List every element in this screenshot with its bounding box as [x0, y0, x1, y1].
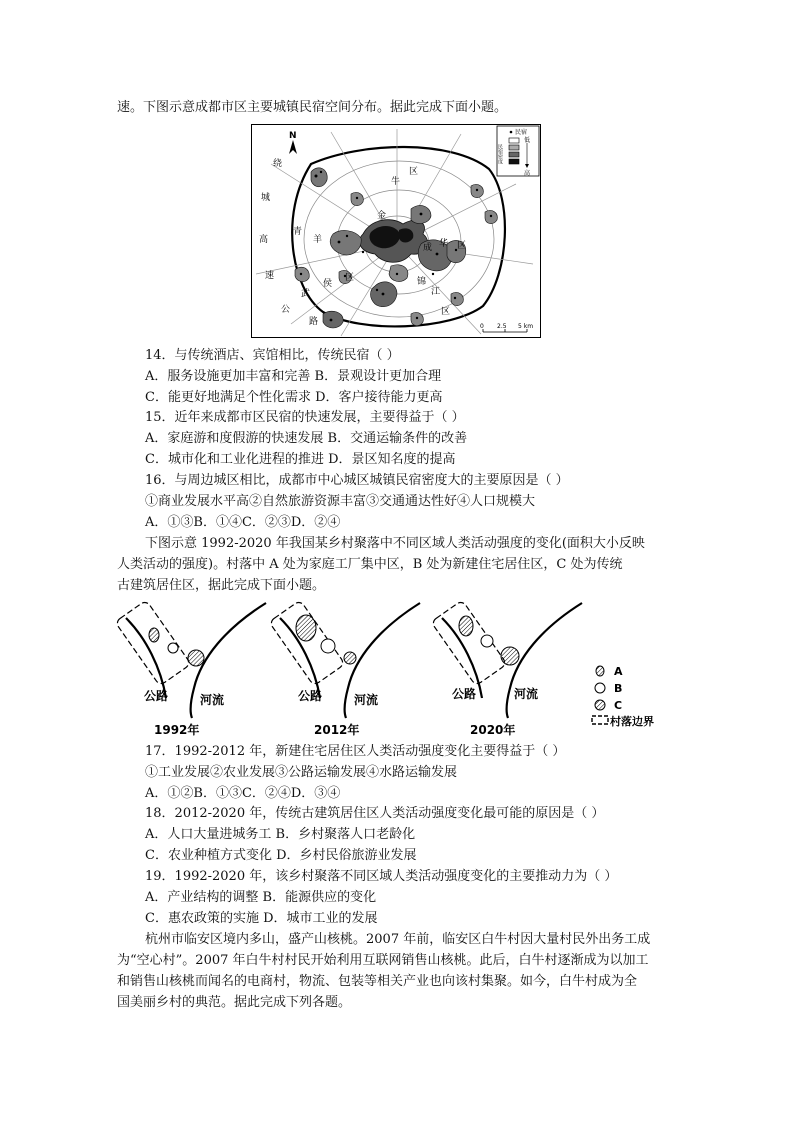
label-jinniu-1: 牛 — [391, 177, 401, 187]
intro-text-3-line4: 国美丽乡村的典范。据此完成下列各题。 — [117, 995, 352, 1010]
q15-stem: 15．近年来成都市区民宿的快速发展，主要得益于（ ） — [145, 410, 465, 425]
map-svg — [251, 124, 541, 338]
river-label-1992: 河流 — [200, 693, 225, 707]
label-jinniu-2: 区 — [409, 167, 419, 177]
year-label-1992: 1992年 — [154, 723, 200, 737]
area-a-2020 — [459, 616, 473, 636]
road-label-2020: 公路 — [452, 687, 477, 701]
road-label-2012: 公路 — [298, 689, 323, 703]
q16-options: A．①③B．①④C．②③D．②④ — [145, 515, 341, 530]
road-line-1992 — [126, 618, 166, 698]
intro-text-3-line1: 杭州市临安区境内多山，盛产山核桃。2007 年前，临安区白牛村因大量村民外出务工成 — [145, 932, 651, 947]
q15-options-cd: C．城市化和工业化进程的推进 D．景区知名度的提高 — [145, 452, 456, 467]
legend-density-label: 民宿密度 — [497, 144, 503, 164]
scale-zero: 0 — [480, 323, 484, 330]
q18-stem: 18．2012-2020 年，传统古建筑居住区人类活动强度变化最可能的原因是（ ） — [145, 806, 605, 821]
area-c-1992 — [188, 650, 204, 666]
label-ring-5: 公 — [281, 305, 291, 315]
intro-text-2-line2: 人类活动的强度)。村落中 A 处为家庭工厂集中区，B 处为新建住宅居住区，C 处为传统 — [117, 557, 623, 572]
label-jinjiang-1: 锦 — [417, 277, 427, 287]
north-label: N — [289, 131, 297, 141]
intro-text-2-line1: 下图示意 1992-2020 年我国某乡村聚落中不同区域人类活动强度的变化(面积大小反映 — [145, 536, 645, 551]
label-chenghua-3: 区 — [457, 241, 467, 251]
q15-options-ab: A．家庭游和度假游的快速发展 B．交通运输条件的改善 — [145, 431, 468, 446]
label-ring-6: 路 — [309, 317, 319, 327]
area-b-1992 — [168, 643, 178, 653]
legend-a-icon — [596, 666, 604, 676]
village-boundary-1992 — [116, 600, 191, 686]
q16-items: ①商业发展水平高②自然旅游资源丰富③交通通达性好④人口规模大 — [145, 494, 536, 509]
scale-end: 5 km — [518, 323, 534, 330]
legend-low: 低 — [524, 137, 531, 144]
label-wuhou-3: 区 — [345, 273, 355, 283]
label-jinjiang-2: 江 — [431, 287, 441, 297]
q18-options-ab: A．人口大量进城务工 B．乡村聚落人口老龄化 — [145, 827, 416, 842]
panel-2020 — [431, 600, 582, 737]
area-a-2012 — [296, 615, 316, 641]
label-wuhou-1: 武 — [301, 289, 311, 299]
intro-text-1: 速。下图示意成都市区主要城镇民宿空间分布。据此完成下面小题。 — [117, 100, 508, 115]
map-legend — [497, 126, 539, 177]
q14-options-ab: A．服务设施更加丰富和完善 B．景观设计更加合理 — [145, 369, 442, 384]
label-wuhou-2: 侯 — [323, 279, 333, 289]
panel-2012 — [269, 600, 420, 737]
scale-mid: 2.5 — [497, 323, 507, 330]
q16-stem: 16．与周边城区相比，成都市中心城区城镇民宿密度大的主要原因是（ ） — [145, 473, 569, 488]
intro-text-3-line2: 为“空心村”。2007 年白牛村村民开始利用互联网销售山核桃。此后，白牛村逐渐成为以加工 — [117, 953, 649, 968]
label-jinniu-3: 金 — [377, 211, 387, 221]
q17-options: A．①②B．①③C．②④D．③④ — [145, 786, 341, 801]
area-a-1992 — [149, 628, 159, 642]
legend-title: 民宿 — [515, 129, 528, 136]
panel-1992 — [116, 600, 266, 737]
intro-text-2-line3: 古建筑居住区，据此完成下面小题。 — [117, 578, 326, 593]
village-activity-figure — [116, 598, 686, 740]
q14-options-cd: C．能更好地满足个性化需求 D．客户接待能力更高 — [145, 390, 443, 405]
legend-c-icon — [595, 700, 605, 710]
river-label-2012: 河流 — [354, 693, 379, 707]
legend-a-label: A — [614, 665, 623, 678]
river-label-2020: 河流 — [514, 687, 539, 701]
legend-boundary-label: 村落边界 — [610, 715, 654, 728]
legend-c-label: C — [614, 699, 623, 712]
area-b-2012 — [321, 639, 335, 653]
q19-options-ab: A．产业结构的调整 B．能源供应的变化 — [145, 890, 377, 905]
q19-options-cd: C．惠农政策的实施 D．城市工业的发展 — [145, 911, 378, 926]
legend-b-icon — [595, 683, 605, 693]
area-c-2012 — [344, 652, 356, 664]
label-ring-1: 绕 — [273, 159, 283, 169]
legend-b-label: B — [614, 682, 623, 695]
q18-options-cd: C．农业种植方式变化 D．乡村民俗旅游业发展 — [145, 848, 417, 863]
village-boundary-2020 — [431, 600, 507, 686]
legend-point-icon — [510, 131, 513, 134]
q19-stem: 19．1992-2020 年，该乡村聚落不同区域人类活动强度变化的主要推动力为（ ） — [145, 869, 618, 884]
village-svg — [116, 598, 686, 740]
year-label-2012: 2012年 — [314, 723, 360, 737]
label-ring-2: 城 — [261, 193, 271, 203]
area-b-2020 — [481, 635, 493, 647]
village-legend — [592, 665, 654, 728]
label-chenghua-1: 成 — [423, 243, 433, 253]
intro-text-3-line3: 和销售山核桃而闻名的电商村，物流、包装等相关产业也向该村集聚。如今，白牛村成为全 — [117, 974, 638, 989]
q14-stem: 14．与传统酒店、宾馆相比，传统民宿（ ） — [145, 348, 400, 363]
label-jinjiang-3: 区 — [441, 307, 451, 317]
q17-stem: 17．1992-2012 年，新建住宅居住区人类活动强度变化主要得益于（ ） — [145, 744, 566, 759]
area-c-2020 — [501, 647, 519, 665]
year-label-2020: 2020年 — [470, 723, 516, 737]
legend-boundary-icon — [592, 716, 608, 724]
label-qingyang-1: 青 — [293, 227, 303, 237]
legend-high: 高 — [524, 170, 531, 177]
label-ring-4: 速 — [265, 271, 275, 281]
label-qingyang-2: 羊 — [313, 235, 323, 245]
label-ring-3: 高 — [259, 235, 269, 245]
road-label-1992: 公路 — [144, 689, 169, 703]
chengdu-bnb-map — [251, 124, 541, 338]
q17-items: ①工业发展②农业发展③公路运输发展④水路运输发展 — [145, 765, 458, 780]
label-chenghua-2: 华 — [439, 239, 449, 249]
